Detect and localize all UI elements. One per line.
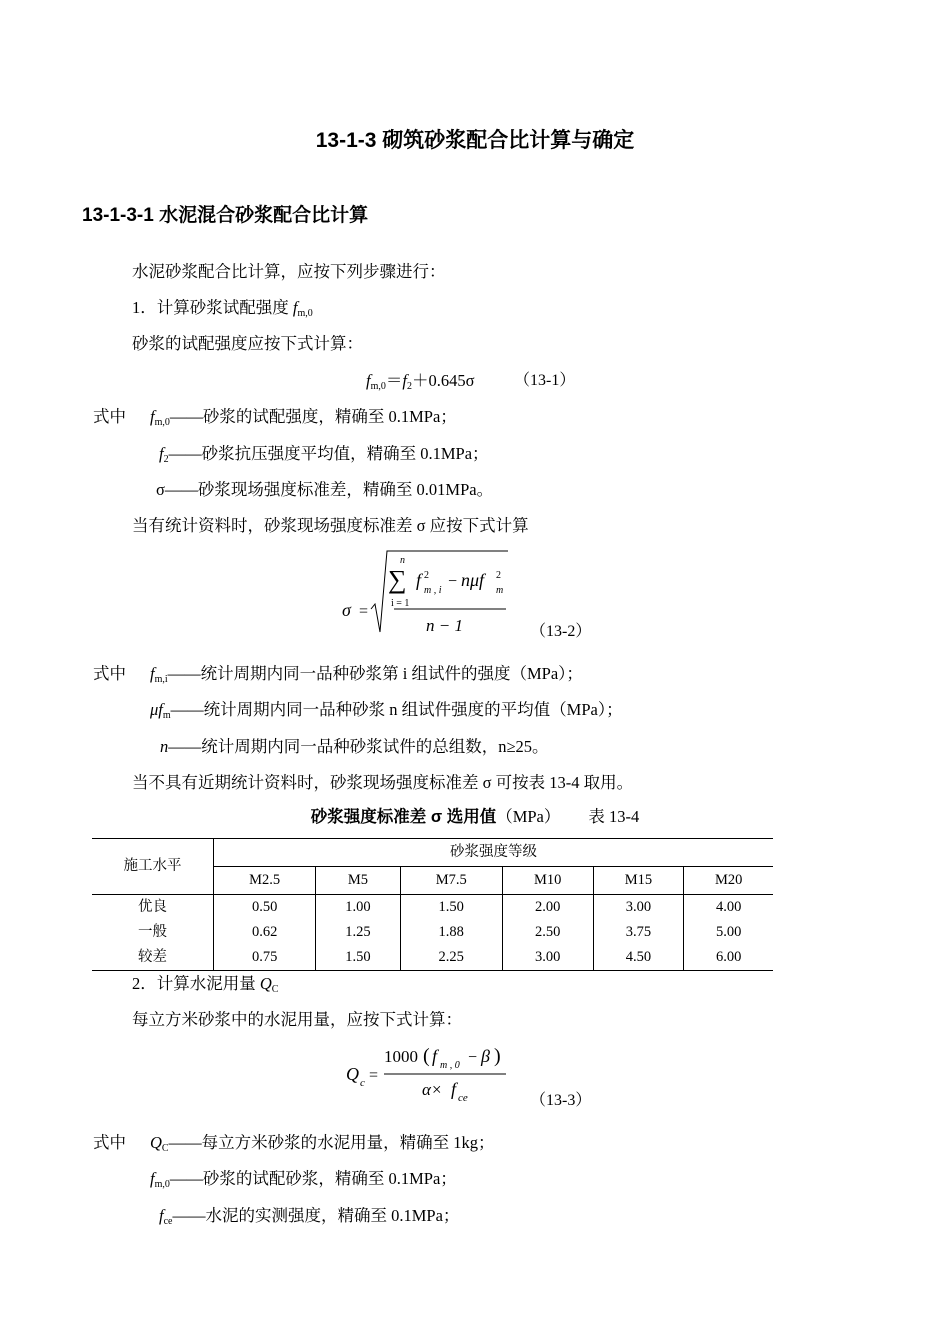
grade-header: M20 — [684, 867, 773, 895]
def-symbol: f — [159, 444, 164, 463]
def-text: ——砂浆的试配强度，精确至 0.1MPa； — [169, 407, 457, 426]
def-subscript: ce — [163, 1216, 173, 1227]
eq2-lower: i = 1 — [391, 598, 410, 609]
eq2-sum: ∑ — [388, 565, 407, 594]
eq2-sigma: σ — [342, 600, 351, 620]
table-caption-number: 表 13-4 — [588, 807, 640, 826]
equation-number-13-1: （13-1） — [514, 372, 576, 389]
grade-header: M15 — [593, 867, 684, 895]
table-cell: 1.50 — [316, 945, 400, 971]
step1-subscript: m,0 — [297, 308, 313, 319]
def-symbol: σ — [156, 480, 165, 499]
definition-mufm — [150, 696, 623, 721]
page-title: 13-1-3 砌筑砂浆配合比计算与确定 — [315, 129, 635, 152]
grade-header: M7.5 — [400, 867, 502, 895]
intro-paragraph: 水泥砂浆配合比计算，应按下列步骤进行： — [132, 262, 446, 281]
step2-heading — [132, 970, 278, 995]
table-cell: 2.25 — [400, 945, 502, 971]
table-row — [92, 895, 773, 921]
definition-sigma — [156, 476, 493, 500]
eq1-equals: ＝ — [385, 371, 403, 390]
grade-header: M2.5 — [214, 867, 316, 895]
table-header-level: 施工水平 — [92, 839, 214, 895]
def-symbol: f — [158, 700, 163, 719]
eq3-q: Q — [346, 1064, 359, 1084]
statistics-paragraph: 当有统计资料时，砂浆现场强度标准差 σ 应按下式计算 — [132, 516, 529, 535]
table-cell: 2.50 — [502, 920, 593, 945]
table-cell: 1.88 — [400, 920, 502, 945]
eq2-upper: n — [400, 555, 405, 566]
table-caption-title: 砂浆强度标准差 σ 选用值 — [310, 808, 497, 826]
eq2-sup: 2 — [424, 570, 429, 581]
eq3-den-alpha: α× — [422, 1080, 443, 1099]
step1-text: 砂浆的试配强度应按下式计算： — [132, 334, 363, 353]
definition-f2 — [159, 440, 489, 465]
step1-heading — [132, 294, 313, 319]
eq3-rparen: ) — [494, 1045, 501, 1067]
step2-symbol: Q — [259, 974, 272, 993]
definition-fm0-2 — [150, 1165, 457, 1190]
def-symbol: Q — [150, 1133, 162, 1152]
table-cell: 6.00 — [684, 945, 773, 971]
equation-number-13-3: （13-3） — [530, 1092, 592, 1109]
def-text: ——砂浆的试配砂浆，精确至 0.1MPa； — [169, 1169, 457, 1188]
def-text: ——每立方米砂浆的水泥用量，精确至 1kg； — [168, 1133, 495, 1152]
table-row — [92, 945, 773, 971]
eq3-equals: = — [369, 1067, 379, 1084]
grade-header: M10 — [502, 867, 593, 895]
def-text: ——砂浆抗压强度平均值，精确至 0.1MPa； — [168, 444, 489, 463]
table-cell: 0.62 — [214, 920, 316, 945]
equation-13-1 — [366, 367, 475, 392]
table-cell: 3.00 — [593, 895, 684, 921]
def-text: ——水泥的实测强度，精确至 0.1MPa； — [172, 1206, 460, 1225]
eq3-num-1000: 1000 — [384, 1047, 418, 1066]
eq2-sup-m: 2 — [496, 570, 501, 581]
def-symbol: f — [150, 407, 155, 426]
def-subscript: m,0 — [154, 417, 170, 428]
table-header-group: 砂浆强度等级 — [214, 839, 774, 867]
table-cell: 3.00 — [502, 945, 593, 971]
def-subscript: C — [161, 1143, 169, 1154]
def-text: ——统计周期内同一品种砂浆 n 组试件强度的平均值（MPa）； — [170, 700, 623, 719]
eq2-sub-m: m — [496, 585, 504, 596]
definition-fmi — [150, 660, 583, 685]
eq1-lhs: f — [366, 371, 371, 390]
def-subscript: m — [162, 710, 171, 721]
table-caption-unit: （MPa） — [496, 807, 561, 826]
where-label: 式中 — [93, 1133, 126, 1152]
table-cell: 0.75 — [214, 945, 316, 971]
def-prefix: μ — [150, 700, 159, 719]
equation-13-3 — [340, 1040, 520, 1108]
row-level: 优良 — [92, 895, 214, 921]
eq1-f2: f — [402, 371, 407, 390]
eq1-rest: ＋0.645σ — [411, 371, 475, 390]
eq2-f: f — [416, 570, 422, 590]
std-deviation-table — [92, 838, 773, 971]
eq2-denominator: n − 1 — [426, 616, 463, 635]
table-cell: 1.00 — [316, 895, 400, 921]
step2-text: 每立方米砂浆中的水泥用量，应按下式计算： — [132, 1010, 462, 1029]
eq3-beta: β — [481, 1046, 490, 1066]
row-level: 较差 — [92, 945, 214, 971]
table-cell: 4.00 — [715, 899, 742, 915]
where-label: 式中 — [93, 664, 126, 683]
equation-number-13-2: （13-2） — [530, 623, 592, 640]
step2-subscript: C — [271, 984, 279, 995]
def-symbol: f — [150, 1169, 155, 1188]
equation-13-2 — [330, 546, 530, 642]
eq2-equals: = — [359, 603, 369, 620]
step1-label: 1．计算砂浆试配强度 — [132, 298, 293, 317]
table-cell: 4.50 — [593, 945, 684, 971]
row-level: 一般 — [92, 920, 214, 945]
def-text: ——统计周期内同一品种砂浆试件的总组数，n≥25。 — [168, 737, 549, 756]
table-cell: 3.75 — [593, 920, 684, 945]
table-cell: 5.00 — [715, 924, 742, 940]
table-cell: 0.50 — [214, 895, 316, 921]
def-text: ——统计周期内同一品种砂浆第 i 组试件的强度（MPa）； — [167, 664, 583, 683]
eq3-num-sub: m , 0 — [440, 1060, 460, 1071]
eq3-num-f: f — [432, 1046, 438, 1066]
def-subscript: m,0 — [154, 1179, 170, 1190]
definition-fce — [159, 1202, 459, 1227]
table-row — [92, 920, 773, 945]
table-caption — [0, 803, 950, 827]
def-symbol: f — [150, 664, 155, 683]
grade-header: M5 — [316, 867, 400, 895]
eq2-nmuf: nμf — [461, 570, 485, 590]
eq2-sub-fi: m , i — [424, 585, 442, 596]
def-subscript: 2 — [163, 454, 169, 465]
where-label: 式中 — [93, 407, 126, 426]
definition-qc — [150, 1129, 494, 1154]
eq1-lhs-sub: m,0 — [370, 381, 386, 392]
eq3-den-f: f — [451, 1079, 457, 1099]
eq3-den-sub: ce — [458, 1092, 468, 1104]
def-symbol: n — [160, 737, 169, 756]
section-heading: 13-1-3-1 水泥混合砂浆配合比计算 — [82, 205, 369, 226]
step2-label: 2．计算水泥用量 — [132, 974, 260, 993]
eq2-minus: − — [448, 573, 458, 590]
table-cell: 2.00 — [502, 895, 593, 921]
eq3-q-sub: c — [360, 1077, 365, 1089]
eq3-lparen: ( — [423, 1045, 430, 1067]
def-subscript: m,i — [154, 674, 168, 685]
table-cell: 1.50 — [400, 895, 502, 921]
definition-fm0 — [150, 403, 457, 428]
eq3-minus: − — [468, 1049, 478, 1066]
def-symbol: f — [159, 1206, 164, 1225]
def-text: ——砂浆现场强度标准差，精确至 0.01MPa。 — [164, 480, 494, 499]
no-statistics-paragraph: 当不具有近期统计资料时，砂浆现场强度标准差 σ 可按表 13-4 取用。 — [132, 773, 634, 792]
table-cell: 1.25 — [316, 920, 400, 945]
step1-symbol: f — [292, 298, 298, 317]
definition-n — [160, 733, 549, 757]
eq1-f2-sub: 2 — [406, 381, 412, 392]
